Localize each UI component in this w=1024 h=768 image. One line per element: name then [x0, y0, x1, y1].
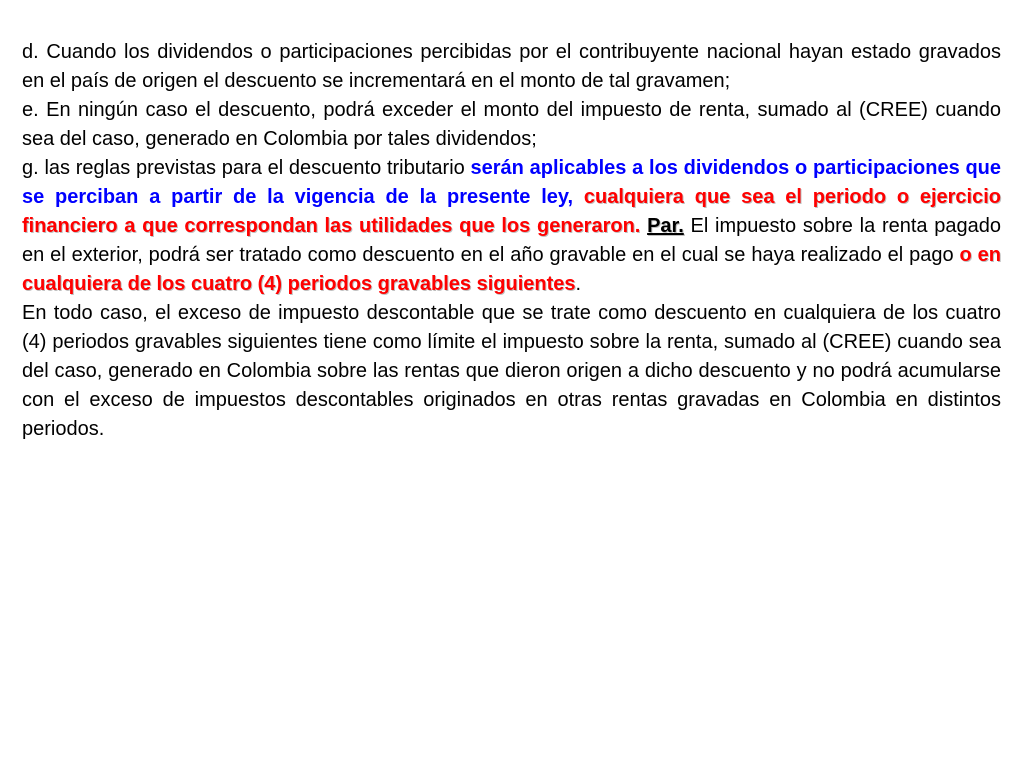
red-highlight-text-2: o en cualquiera de los cuatro (4) periodos gravables siguientes — [22, 244, 1001, 295]
paragraph-g-intro: g. las reglas previstas para el descuento tributario — [22, 157, 471, 179]
paragraph-d: d. Cuando los dividendos o participaciones percibidas por el contribuyente nacional hayan estado gravados en el país de origen el descuento se incrementará en el monto de tal gravamen; — [22, 41, 1001, 92]
spacer — [573, 186, 584, 208]
paragraph-final: En todo caso, el exceso de impuesto descontable que se trate como descuento en cualquiera de los cuatro (4) periodos gravables siguientes tiene como límite el impuesto sobre la renta, sumado al (CREE) cuando sea del caso, generado en Colombia sobre las rentas que dieron origen a dicho descuento y no podrá acumularse con el exceso de impuestos descontables originados en otras rentas gravadas en Colombia en distintos periodos. — [22, 302, 1001, 440]
par-label: Par. — [647, 215, 684, 237]
paragraph-g — [22, 154, 1001, 299]
red-highlight-text-1: cualquiera que sea el periodo o ejercicio financiero a que correspondan las utilidades que los generaron. — [22, 186, 1001, 237]
text-body — [22, 38, 1001, 444]
blue-highlight-text: serán aplicables a los dividendos o participaciones que se perciban a partir de la vigencia de la presente ley, — [22, 157, 1002, 208]
paragraph-g-end: . — [575, 273, 582, 295]
paragraph-e: e. En ningún caso el descuento, podrá exceder el monto del impuesto de renta, sumado al (CREE) cuando sea del caso, generado en Colombia por tales dividendos; — [22, 99, 1001, 150]
paragraph-g-body: El impuesto sobre la renta pagado en el exterior, podrá ser tratado como descuento en el año gravable en el cual se haya realizado el pago — [22, 215, 1001, 266]
